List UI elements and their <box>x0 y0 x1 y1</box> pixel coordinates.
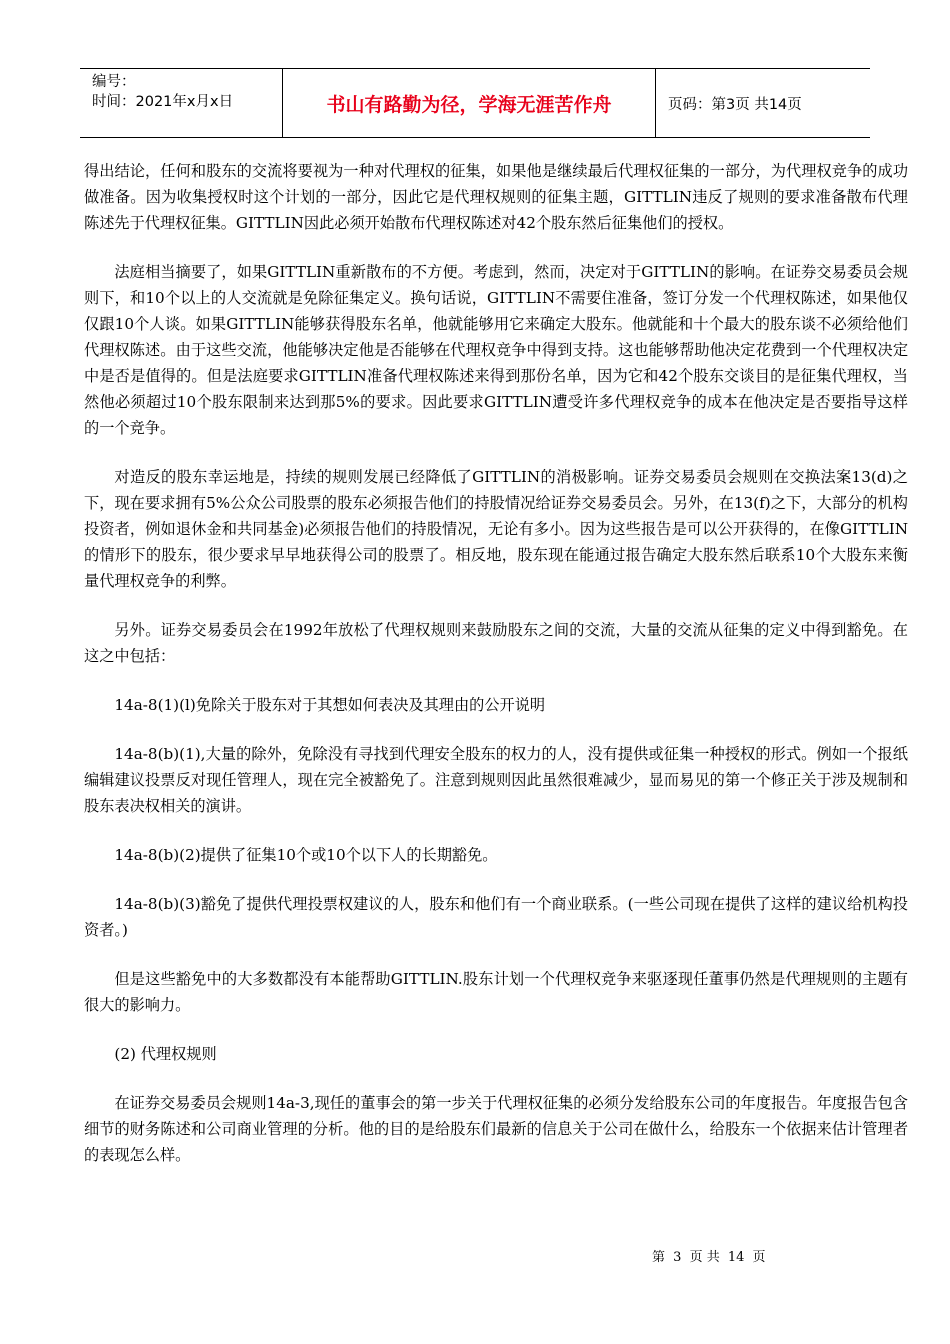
rule-item: 14a-8(b)(1),大量的除外，免除没有寻找到代理安全股东的权力的人，没有提供或征集一种授权的形式。例如一个报纸编辑建议投票反对现任管理人，现在完全被豁免了。注意到规则因此虽然很难减少，显而易见的第一个修正关于涉及规制和股东表决权相关的演讲。 <box>84 745 908 815</box>
document-body <box>84 158 908 1191</box>
rule-item: 14a-8(b)(2)提供了征集10个或10个以下人的长期豁免。 <box>114 846 498 864</box>
footer-current-page: 3 <box>673 1250 682 1265</box>
header-page-info: 页码：第3页 共14页 <box>668 96 802 113</box>
page-header <box>80 68 870 138</box>
paragraph: 法庭相当摘要了，如果GITTLIN重新散布的不方便。考虑到，然而，决定对于GITTLIN的影响。在证券交易委员会规则下，和10个以上的人交流就是免除征集定义。换句话说，GITTLIN不需要住准备，签订分发一个代理权陈述，如果他仅仅跟10个人谈。如果GITTLIN能够获得股东名单，他就能够用它来确定大股东。他就能和十个最大的股东谈不必须给他们代理权陈述。由于这些交流，他能够决定他是否能够在代理权竞争中得到支持。这也能够帮助他决定花费到一个代理权决定中是否是值得的。但是法庭要求GITTLIN准备代理权陈述来得到那份名单，因为它和42个股东交谈目的是征集代理权，当然他必须超过10个股东限制来达到那5%的要求。因此要求GITTLIN遭受许多代理权竞争的成本在他决定是否要指导这样的一个竞争。 <box>84 263 908 437</box>
document-number-label: 编号： <box>92 74 136 90</box>
paragraph-continuation: 得出结论，任何和股东的交流将要视为一种对代理权的征集，如果他是继续最后代理权征集的一部分，为代理权竞争的成功做准备。因为收集授权时这个计划的一部分，因此它是代理权规则的征集主题，GITTLIN违反了规则的要求准备散布代理陈述先于代理权征集。GITTLIN因此必须开始散布代理权陈述对42个股东然后征集他们的授权。 <box>84 162 908 232</box>
rule-item: 14a-8(b)(3)豁免了提供代理投票权建议的人，股东和他们有一个商业联系。(一些公司现在提供了这样的建议给机构投资者。) <box>84 895 908 939</box>
header-meta <box>80 69 282 137</box>
paragraph: 对造反的股东幸运地是，持续的规则发展已经降低了GITTLIN的消极影响。证券交易委员会规则在交换法案13(d)之下，现在要求拥有5%公众公司股票的股东必须报告他们的持股情况给证券交易委员会。另外，在13(f)之下，大部分的机构投资者，例如退休金和共同基金)必须报告他们的持股情况，无论有多小。因为这些报告是可以公开获得的，在像GITTLIN的情形下的股东，很少要求早早地获得公司的股票了。相反地，股东现在能通过报告确定大股东然后联系10个大股东来衡量代理权竞争的利弊。 <box>84 468 908 590</box>
document-time-label: 时间：2021年x月x日 <box>92 94 234 110</box>
paragraph: 在证券交易委员会规则14a-3,现任的董事会的第一步关于代理权征集的必须分发给股东公司的年度报告。年度报告包含细节的财务陈述和公司商业管理的分析。他的目的是给股东们最新的信息关于公司在做什么，给股东一个依据来估计管理者的表现怎么样。 <box>84 1094 908 1164</box>
paragraph: 另外。证券交易委员会在1992年放松了代理权规则来鼓励股东之间的交流，大量的交流从征集的定义中得到豁免。在这之中包括： <box>84 621 908 665</box>
header-motto: 书山有路勤为径，学海无涯苦作舟 <box>282 69 656 137</box>
page-footer <box>652 1246 770 1265</box>
footer-suffix: 页 <box>752 1250 766 1265</box>
rule-item: 14a-8(1)(l)免除关于股东对于其想如何表决及其理由的公开说明 <box>114 696 546 714</box>
section-heading: (2) 代理权规则 <box>114 1045 217 1063</box>
footer-mid: 页 共 <box>689 1250 720 1265</box>
footer-total-pages: 14 <box>727 1250 745 1265</box>
footer-prefix: 第 <box>652 1250 666 1265</box>
paragraph: 但是这些豁免中的大多数都没有本能帮助GITTLIN.股东计划一个代理权竞争来驱逐现任董事仍然是代理规则的主题有很大的影响力。 <box>84 970 908 1014</box>
